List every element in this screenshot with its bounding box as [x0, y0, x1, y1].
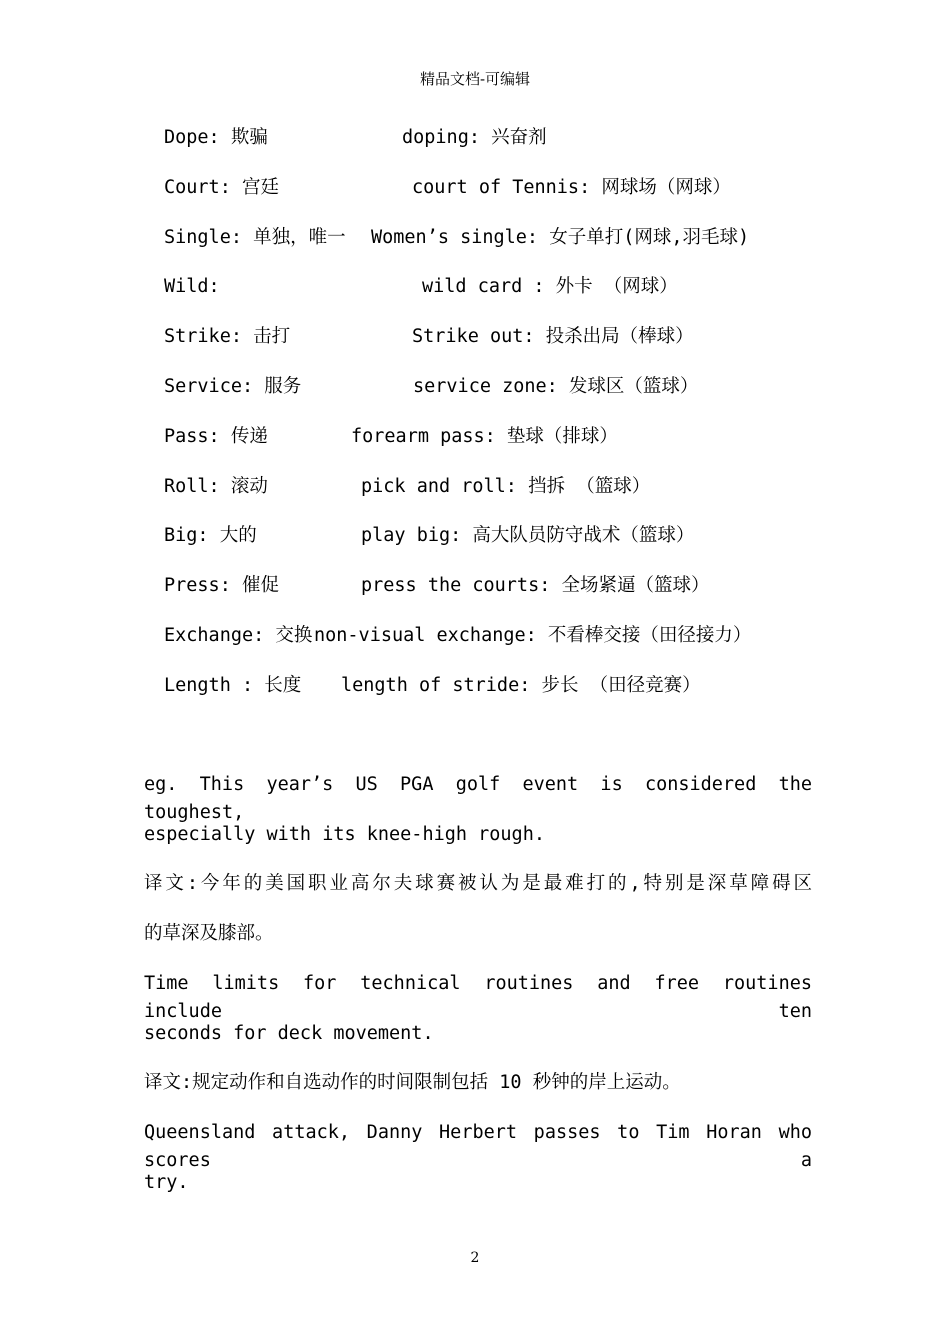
vocab-row [164, 124, 864, 174]
vocab-row [164, 522, 864, 572]
vocab-term: wild card : 外卡 （网球） [422, 276, 678, 298]
body-paragraph-line: try. [144, 1172, 189, 1193]
vocab-term: Strike out: 投杀出局（棒球） [412, 326, 694, 348]
vocab-word: Service: 服务 [164, 375, 302, 397]
vocab-row [164, 273, 864, 323]
vocab-term: doping: 兴奋剂 [402, 127, 547, 148]
vocab-term: non-visual exchange: 不看棒交接（田径接力） [314, 624, 752, 646]
body-paragraph-line: especially with its knee-high rough. [144, 824, 545, 845]
vocab-word: Length : 长度 [164, 674, 302, 696]
vocab-term: service zone: 发球区（篮球） [413, 375, 699, 397]
vocab-word: Dope: 欺骗 [164, 127, 268, 148]
vocab-word: Roll: 滚动 [164, 475, 268, 497]
vocab-word: Court: 宫廷 [164, 176, 279, 198]
vocab-row [164, 473, 864, 523]
vocab-row [164, 672, 864, 722]
vocab-row [164, 423, 864, 473]
body-paragraph-line: seconds for deck movement. [144, 1023, 434, 1044]
vocab-word: Big: 大的 [164, 525, 257, 547]
vocab-word: Exchange: 交换 [164, 624, 313, 646]
vocab-word: Single: 单独，唯一 [164, 226, 346, 248]
vocab-term: Women’s single: 女子单打(网球,羽毛球) [371, 226, 750, 248]
vocab-row [164, 323, 864, 373]
vocab-word: Press: 催促 [164, 575, 279, 597]
vocab-row [164, 174, 864, 224]
vocab-word: Pass: 传递 [164, 425, 268, 447]
body-paragraph-line: Queensland attack, Danny Herbert passes to Tim Horan who scores a [144, 1122, 812, 1171]
vocab-term: pick and roll: 挡拆 （篮球） [361, 475, 651, 497]
vocab-term: play big: 高大队员防守战术（篮球） [361, 525, 695, 547]
vocab-row [164, 224, 864, 274]
translation-line: 的草深及膝部。 [144, 923, 274, 944]
vocab-word: Wild: [164, 276, 220, 298]
page-number: 2 [470, 1250, 480, 1266]
vocab-term: press the courts: 全场紧逼（篮球） [361, 575, 710, 597]
translation-line: 译文:今年的美国职业高尔夫球赛被认为是最难打的,特别是深草障碍区 [144, 873, 812, 894]
body-paragraph-line: eg. This year’s US PGA golf event is considered the toughest, [144, 774, 812, 823]
body-paragraph-line: Time limits for technical routines and free routines include ten [144, 973, 812, 1022]
vocab-term: length of stride: 步长 （田径竞赛） [341, 674, 701, 696]
vocab-list [164, 124, 864, 722]
page-header: 精品文档-可编辑 [419, 70, 531, 88]
vocab-word: Strike: 击打 [164, 326, 291, 348]
vocab-row [164, 373, 864, 423]
vocab-row [164, 622, 864, 672]
vocab-row [164, 572, 864, 622]
vocab-term: forearm pass: 垫球（排球） [351, 425, 618, 447]
translation-line: 译文:规定动作和自选动作的时间限制包括 10 秒钟的岸上运动。 [144, 1072, 681, 1093]
vocab-term: court of Tennis: 网球场（网球） [412, 176, 731, 198]
